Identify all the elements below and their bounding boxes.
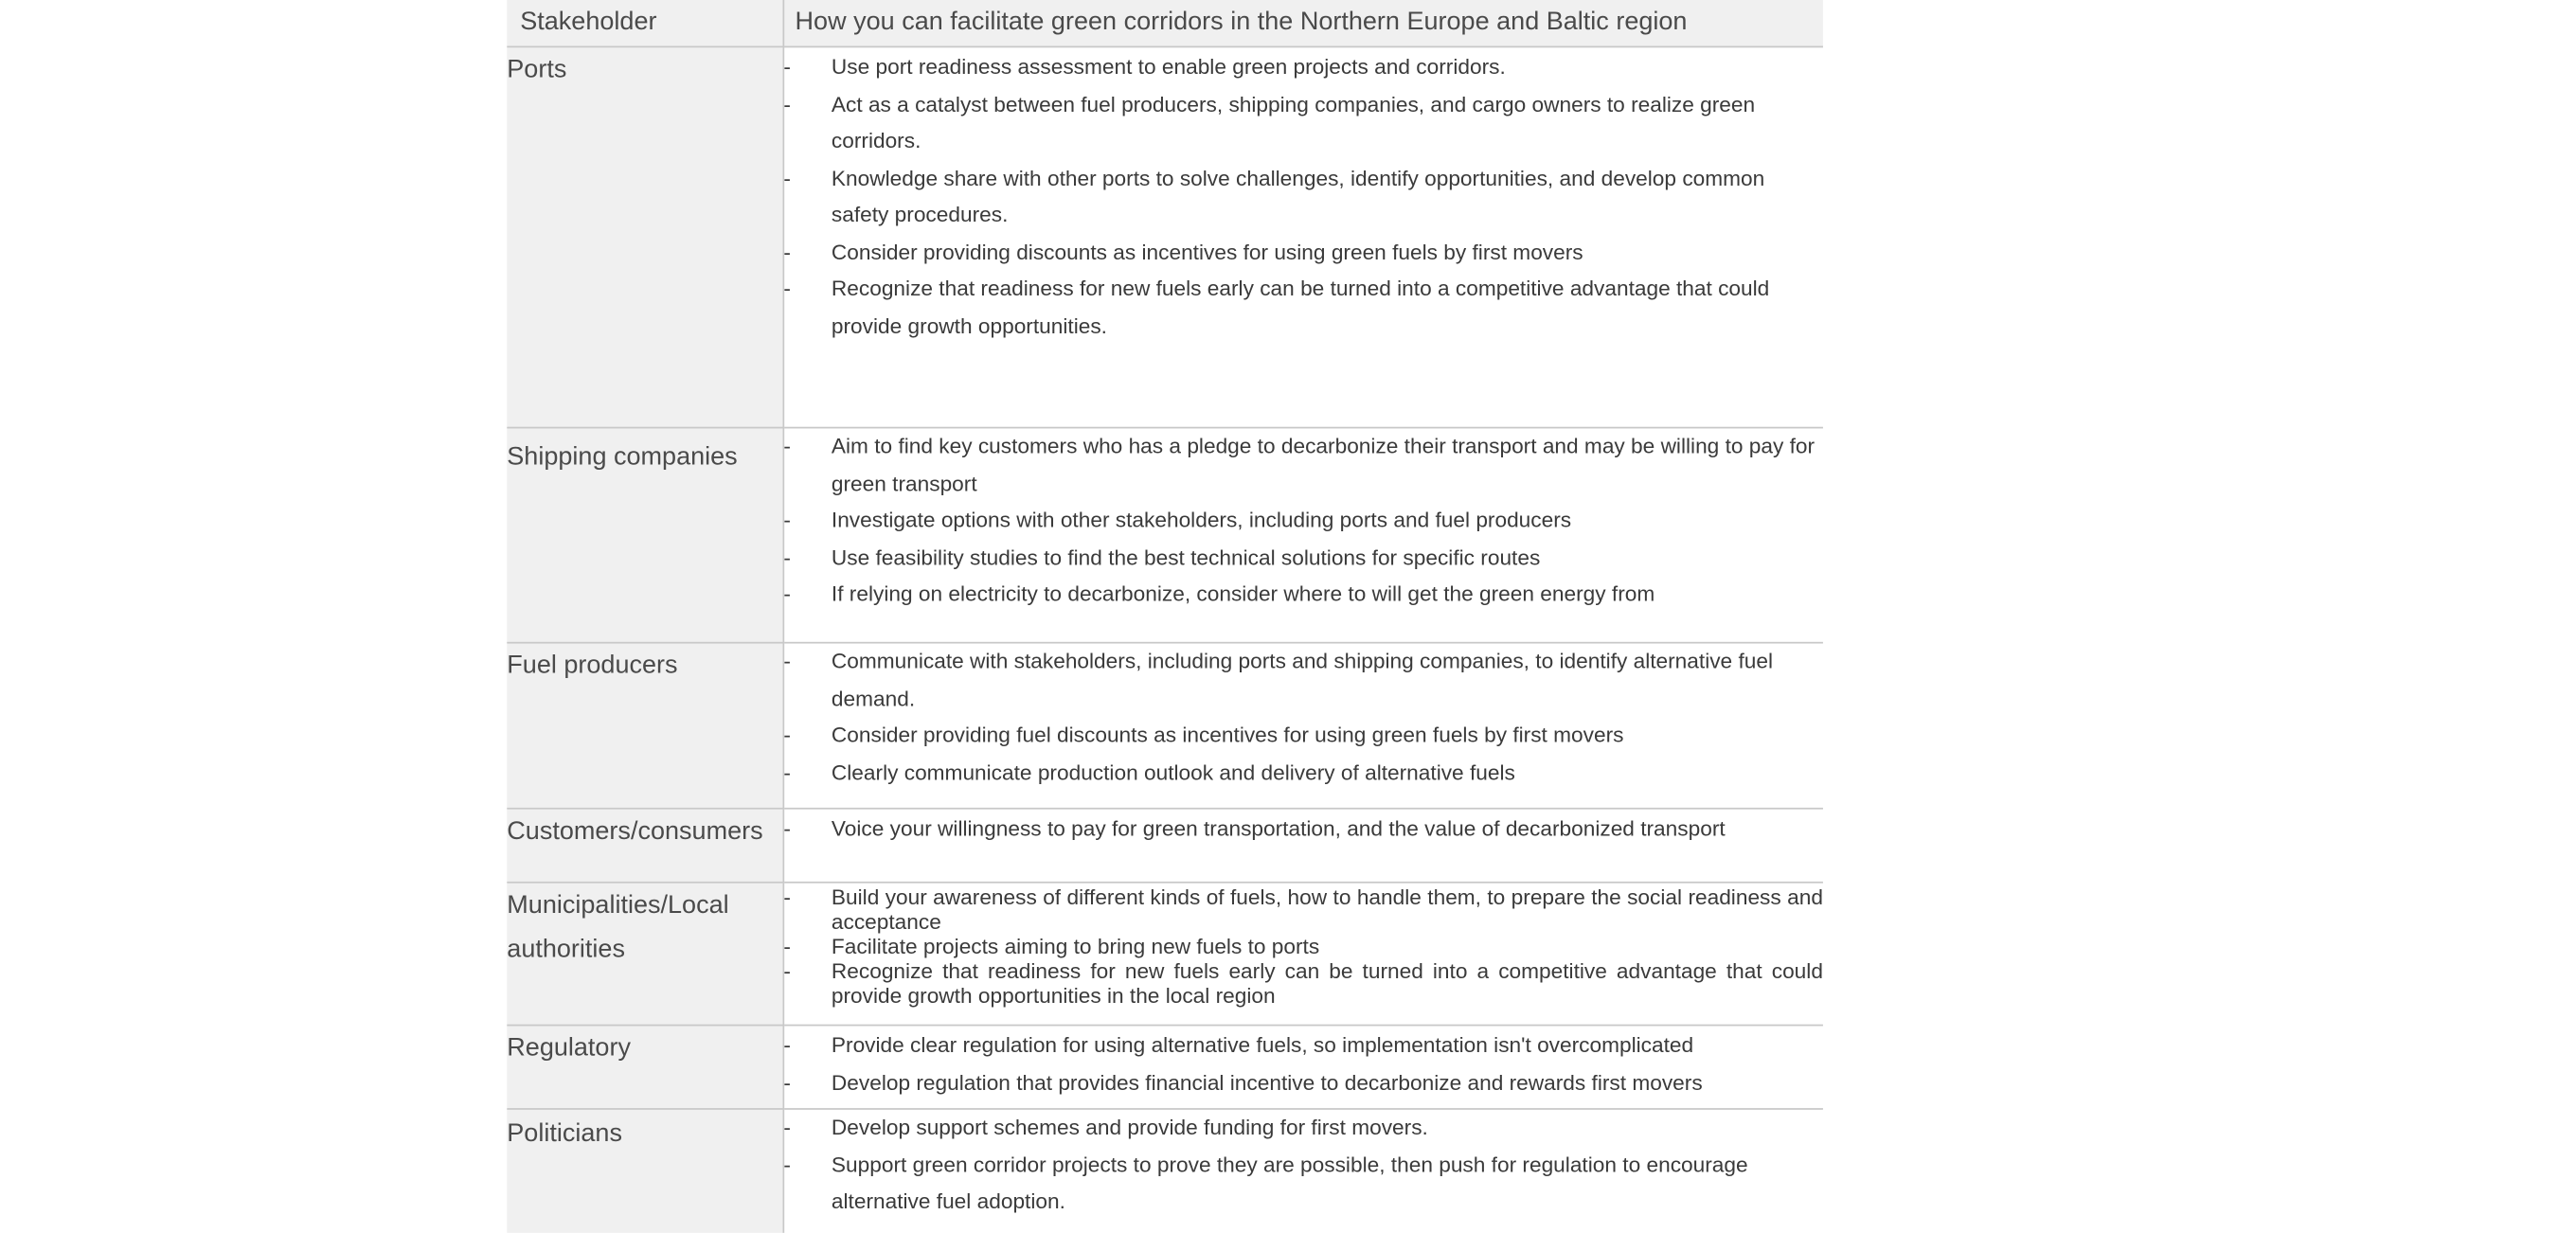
action-text: Develop regulation that provides financial incentive to decarbonize and rewards first movers [831,1069,1703,1095]
action-list [783,428,1823,613]
actions-cell [782,428,1822,643]
stakeholder-cell: Municipalities/Local authorities [507,883,782,1026]
dash-bullet: - [783,1115,791,1140]
action-text: Use port readiness assessment to enable green projects and corridors. [831,54,1506,80]
action-text: Provide clear regulation for using alternative fuels, so implementation isn't overcomplicated [831,1032,1694,1058]
list-item [783,1110,1823,1147]
table-row-shipping-companies [507,428,1823,643]
list-item [783,644,1823,718]
action-text: Clearly communicate production outlook and delivery of alternative fuels [831,759,1515,784]
dash-bullet: - [783,722,791,747]
action-text: Develop support schemes and provide funding for first movers. [831,1115,1428,1140]
list-item [783,718,1823,755]
header-stakeholder: Stakeholder [507,0,782,46]
action-list [783,644,1823,792]
list-item [783,428,1823,502]
action-text: Support green corridor projects to prove they are possible, then push for regulation to encourage alternative fuel adoption. [831,1152,1748,1214]
dash-bullet: - [783,165,791,190]
list-item [783,49,1823,86]
stakeholder-cell: Fuel producers [507,643,782,809]
stakeholder-cell: Shipping companies [507,428,782,643]
action-text: If relying on electricity to decarbonize, consider where to will get the green energy from [831,581,1655,606]
header-how-to-facilitate: How you can facilitate green corridors in the Northern Europe and Baltic region [782,0,1822,46]
table-row-regulatory [507,1026,1823,1109]
action-text: Knowledge share with other ports to solve challenges, identify opportunities, and develop common safety procedures. [831,165,1765,227]
dash-bullet: - [783,91,791,116]
dash-bullet: - [783,239,791,264]
action-list [783,1028,1823,1101]
list-item [783,755,1823,792]
action-text: Consider providing discounts as incentives for using green fuels by first movers [831,239,1583,264]
dash-bullet: - [783,507,791,532]
dash-bullet: - [783,958,791,984]
dash-bullet: - [783,648,791,673]
actions-cell [782,643,1822,809]
dash-bullet: - [783,276,791,301]
list-item [783,234,1823,271]
table-row-politicians [507,1109,1823,1233]
action-text: Build your awareness of different kinds of fuels, how to handle them, to prepare the social readiness and acceptance [831,885,1823,935]
dash-bullet: - [783,544,791,569]
dash-bullet: - [783,815,791,841]
action-list [783,49,1823,345]
dash-bullet: - [783,1032,791,1058]
table-row-ports [507,46,1823,427]
actions-cell [782,1026,1822,1109]
list-item [783,885,1823,934]
list-item [783,1028,1823,1064]
actions-cell [782,883,1822,1026]
stakeholder-cell: Customers/consumers [507,809,782,883]
list-item [783,958,1823,1008]
dash-bullet: - [783,433,791,458]
table-row-fuel-producers [507,643,1823,809]
table-row-municipalities [507,883,1823,1026]
dash-bullet: - [783,934,791,959]
action-text: Investigate options with other stakeholders, including ports and fuel producers [831,507,1572,532]
action-text: Use feasibility studies to find the best technical solutions for specific routes [831,544,1541,569]
action-text: Aim to find key customers who has a pledge to decarbonize their transport and may be willing to pay for green transport [831,433,1816,495]
list-item [783,271,1823,345]
list-item [783,1064,1823,1101]
list-item [783,1147,1823,1221]
stakeholder-cell: Regulatory [507,1026,782,1109]
actions-cell [782,809,1822,883]
dash-bullet: - [783,1152,791,1177]
dash-bullet: - [783,1069,791,1095]
action-list [783,885,1823,1008]
list-item [783,502,1823,539]
dash-bullet: - [783,759,791,784]
dash-bullet: - [783,54,791,80]
list-item [783,811,1823,848]
dash-bullet: - [783,885,791,910]
list-item [783,576,1823,613]
action-list [783,1110,1823,1221]
actions-cell [782,46,1822,427]
action-text: Act as a catalyst between fuel producers, shipping companies, and cargo owners to realize green corridors. [831,91,1756,153]
action-text: Recognize that readiness for new fuels early can be turned into a competitive advantage that could provide growth opportunities. [831,276,1770,338]
action-list [783,811,1823,848]
list-item [783,934,1823,958]
table-row-customers-consumers [507,809,1823,883]
dash-bullet: - [783,581,791,606]
actions-cell [782,1109,1822,1233]
action-text: Consider providing fuel discounts as incentives for using green fuels by first movers [831,722,1624,747]
action-text: Voice your willingness to pay for green transportation, and the value of decarbonized transport [831,815,1726,841]
action-text: Recognize that readiness for new fuels early can be turned into a competitive advantage that could provide growth opportunities in the local region [831,958,1823,1009]
stakeholder-cell: Ports [507,46,782,427]
table-header-row [507,0,1823,46]
list-item [783,539,1823,576]
stakeholder-cell: Politicians [507,1109,782,1233]
list-item [783,86,1823,160]
action-text: Facilitate projects aiming to bring new fuels to ports [831,934,1320,959]
action-text: Communicate with stakeholders, including ports and shipping companies, to identify alternative fuel demand. [831,648,1774,710]
list-item [783,160,1823,234]
stakeholder-table [507,0,1823,1233]
